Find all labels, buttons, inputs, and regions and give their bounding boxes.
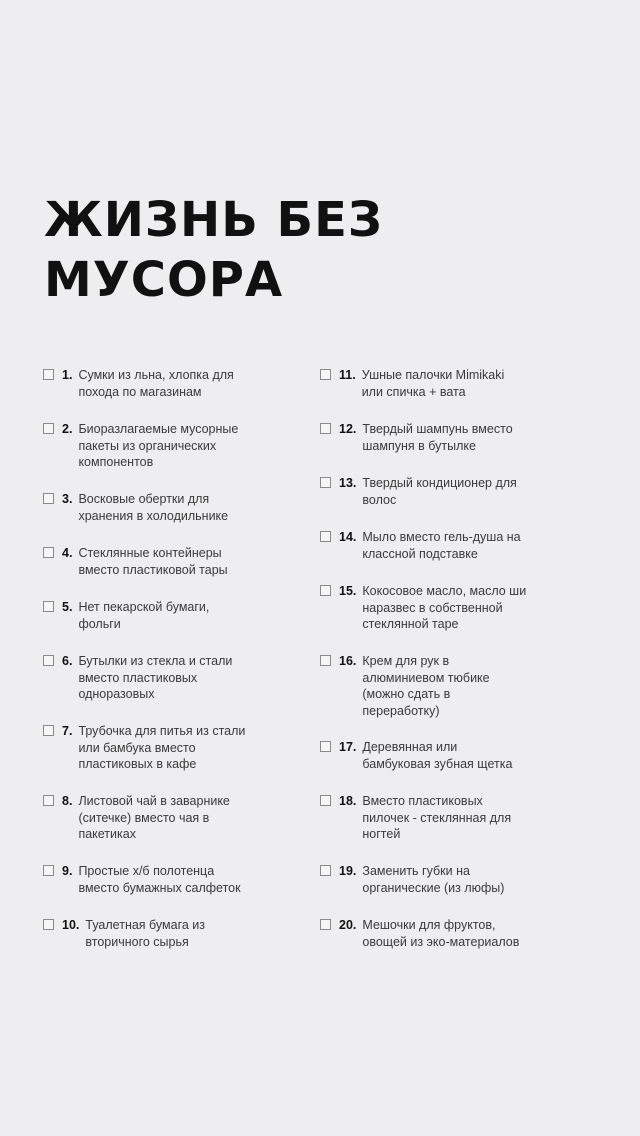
item-number: 5. (62, 600, 73, 614)
item-text: Мешочки для фруктов, овощей из эко-материалов (362, 918, 520, 949)
checklist-item-2 (43, 421, 293, 471)
item-number: 16. (339, 654, 357, 668)
checkbox-4[interactable] (43, 547, 54, 558)
item-text: Деревянная или бамбуковая зубная щетка (362, 740, 513, 771)
checklist-item-13 (320, 475, 570, 508)
item-text: Твердый кондиционер для волос (362, 476, 517, 507)
checkbox-13[interactable] (320, 477, 331, 488)
item-number: 14. (339, 530, 357, 544)
item-number: 15. (339, 584, 357, 598)
checklist-item-8 (43, 793, 293, 843)
checkbox-18[interactable] (320, 795, 331, 806)
checkbox-11[interactable] (320, 369, 331, 380)
checklist-item-11 (320, 367, 570, 400)
checklist-item-15 (320, 583, 570, 633)
item-text: Стеклянные контейнеры вместо пластиковой тары (78, 546, 228, 577)
checklist-item-14 (320, 529, 570, 562)
checklist-item-18 (320, 793, 570, 843)
checkbox-12[interactable] (320, 423, 331, 434)
checkbox-1[interactable] (43, 369, 54, 380)
checkbox-19[interactable] (320, 865, 331, 876)
checkbox-6[interactable] (43, 655, 54, 666)
item-number: 9. (62, 864, 73, 878)
item-number: 20. (339, 918, 357, 932)
item-text: Трубочка для питья из стали или бамбука вместо пластиковых в кафе (78, 724, 246, 771)
item-number: 19. (339, 864, 357, 878)
checklist-item-1 (43, 367, 293, 400)
checklist-item-3 (43, 491, 293, 524)
checkbox-5[interactable] (43, 601, 54, 612)
item-text: Восковые обертки для хранения в холодильнике (78, 492, 229, 523)
checklist-item-9 (43, 863, 293, 896)
item-number: 11. (339, 368, 356, 382)
checklist-item-5 (43, 599, 293, 632)
checklist-item-19 (320, 863, 570, 896)
checklist-item-10 (43, 917, 293, 950)
item-number: 2. (62, 422, 73, 436)
item-number: 8. (62, 794, 73, 808)
checkbox-2[interactable] (43, 423, 54, 434)
checkbox-8[interactable] (43, 795, 54, 806)
item-text: Сумки из льна, хлопка для похода по магазинам (78, 368, 234, 399)
item-text: Вместо пластиковых пилочек - стеклянная для ногтей (362, 794, 512, 841)
item-text: Туалетная бумага из вторичного сырья (85, 918, 206, 949)
item-text: Нет пекарской бумаги, фольги (78, 600, 210, 631)
title-line-2: МУСОРА (44, 252, 284, 308)
checklist-item-17 (320, 739, 570, 772)
checklist-item-20 (320, 917, 570, 950)
item-number: 18. (339, 794, 357, 808)
item-number: 4. (62, 546, 73, 560)
checkbox-14[interactable] (320, 531, 331, 542)
item-number: 3. (62, 492, 73, 506)
checkbox-10[interactable] (43, 919, 54, 930)
item-text: Бутылки из стекла и стали вместо пластиковых одноразовых (78, 654, 233, 701)
checklist-item-6 (43, 653, 293, 703)
item-text: Биоразлагаемые мусорные пакеты из органических компонентов (78, 422, 239, 469)
checkbox-7[interactable] (43, 725, 54, 736)
item-text: Листовой чай в заварнике (ситечке) вместо чая в пакетиках (78, 794, 230, 841)
item-text: Мыло вместо гель-душа на классной подставке (362, 530, 521, 561)
checklist-item-7 (43, 723, 293, 773)
checkbox-3[interactable] (43, 493, 54, 504)
page-title (44, 190, 383, 310)
item-text: Твердый шампунь вместо шампуня в бутылке (362, 422, 513, 453)
checklist-item-16 (320, 653, 570, 719)
item-number: 12. (339, 422, 357, 436)
checkbox-16[interactable] (320, 655, 331, 666)
checkbox-17[interactable] (320, 741, 331, 752)
item-text: Крем для рук в алюминиевом тюбике (можно сдать в переработку) (362, 654, 490, 718)
item-text: Заменить губки на органические (из люфы) (362, 864, 505, 895)
item-number: 13. (339, 476, 357, 490)
item-number: 7. (62, 724, 73, 738)
checkbox-9[interactable] (43, 865, 54, 876)
title-line-1: ЖИЗНЬ БЕЗ (44, 192, 383, 248)
checkbox-20[interactable] (320, 919, 331, 930)
checkbox-15[interactable] (320, 585, 331, 596)
item-text: Ушные палочки Mimikaki или спичка + вата (361, 368, 505, 399)
item-number: 6. (62, 654, 73, 668)
checklist-item-12 (320, 421, 570, 454)
item-text: Кокосовое масло, масло ши наразвес в собственной стеклянной таре (362, 584, 527, 631)
item-number: 10. (62, 918, 80, 932)
item-number: 17. (339, 740, 357, 754)
item-number: 1. (62, 368, 73, 382)
item-text: Простые х/б полотенца вместо бумажных салфеток (78, 864, 241, 895)
checklist-item-4 (43, 545, 293, 578)
